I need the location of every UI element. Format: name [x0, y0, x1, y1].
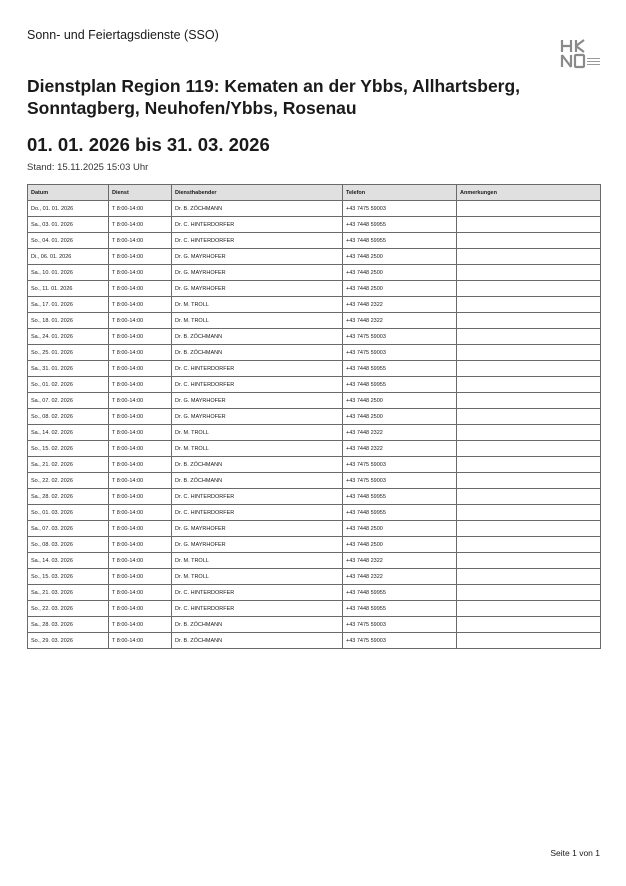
cell-datum: Sa., 17. 01. 2026 — [28, 297, 109, 313]
table-row — [28, 201, 601, 217]
table-row — [28, 361, 601, 377]
period-heading: 01. 01. 2026 bis 31. 03. 2026 — [27, 134, 270, 155]
table-row — [28, 233, 601, 249]
cell-diensthabender: Dr. C. HINTERDORFER — [172, 585, 343, 601]
cell-dienst: T 8:00-14:00 — [109, 425, 172, 441]
cell-dienst: T 8:00-14:00 — [109, 361, 172, 377]
cell-telefon: +43 7448 2500 — [343, 281, 457, 297]
cell-datum: So., 01. 02. 2026 — [28, 377, 109, 393]
cell-telefon: +43 7475 59003 — [343, 345, 457, 361]
cell-anmerkungen — [457, 217, 601, 233]
cell-diensthabender: Dr. B. ZÖCHMANN — [172, 633, 343, 649]
table-row — [28, 633, 601, 649]
cell-anmerkungen — [457, 457, 601, 473]
cell-diensthabender: Dr. C. HINTERDORFER — [172, 361, 343, 377]
cell-dienst: T 8:00-14:00 — [109, 233, 172, 249]
cell-diensthabender: Dr. C. HINTERDORFER — [172, 601, 343, 617]
cell-diensthabender: Dr. M. TROLL — [172, 553, 343, 569]
cell-telefon: +43 7475 59003 — [343, 457, 457, 473]
cell-anmerkungen — [457, 633, 601, 649]
cell-datum: So., 15. 03. 2026 — [28, 569, 109, 585]
cell-datum: Sa., 14. 03. 2026 — [28, 553, 109, 569]
cell-telefon: +43 7448 59955 — [343, 489, 457, 505]
cell-dienst: T 8:00-14:00 — [109, 617, 172, 633]
cell-anmerkungen — [457, 489, 601, 505]
table-row — [28, 313, 601, 329]
cell-telefon: +43 7448 2500 — [343, 393, 457, 409]
table-row — [28, 457, 601, 473]
cell-datum: Sa., 14. 02. 2026 — [28, 425, 109, 441]
table-row — [28, 585, 601, 601]
table-row — [28, 473, 601, 489]
table-row — [28, 521, 601, 537]
cell-telefon: +43 7448 59955 — [343, 233, 457, 249]
cell-dienst: T 8:00-14:00 — [109, 345, 172, 361]
cell-dienst: T 8:00-14:00 — [109, 217, 172, 233]
cell-telefon: +43 7475 59003 — [343, 617, 457, 633]
page-number: Seite 1 von 1 — [550, 848, 600, 858]
cell-telefon: +43 7475 59003 — [343, 473, 457, 489]
cell-diensthabender: Dr. M. TROLL — [172, 297, 343, 313]
cell-datum: Sa., 03. 01. 2026 — [28, 217, 109, 233]
col-header-datum: Datum — [28, 185, 109, 201]
cell-anmerkungen — [457, 617, 601, 633]
cell-dienst: T 8:00-14:00 — [109, 441, 172, 457]
cell-datum: Sa., 07. 02. 2026 — [28, 393, 109, 409]
cell-dienst: T 8:00-14:00 — [109, 393, 172, 409]
table-row — [28, 425, 601, 441]
cell-anmerkungen — [457, 441, 601, 457]
cell-dienst: T 8:00-14:00 — [109, 537, 172, 553]
cell-datum: Sa., 24. 01. 2026 — [28, 329, 109, 345]
cell-anmerkungen — [457, 537, 601, 553]
cell-datum: So., 18. 01. 2026 — [28, 313, 109, 329]
cell-dienst: T 8:00-14:00 — [109, 377, 172, 393]
cell-telefon: +43 7448 2500 — [343, 521, 457, 537]
cell-anmerkungen — [457, 281, 601, 297]
cell-dienst: T 8:00-14:00 — [109, 489, 172, 505]
cell-telefon: +43 7448 59955 — [343, 585, 457, 601]
table-row — [28, 249, 601, 265]
duty-table — [27, 184, 601, 649]
cell-dienst: T 8:00-14:00 — [109, 265, 172, 281]
cell-diensthabender: Dr. M. TROLL — [172, 441, 343, 457]
cell-telefon: +43 7448 2322 — [343, 441, 457, 457]
cell-telefon: +43 7448 2500 — [343, 537, 457, 553]
cell-telefon: +43 7448 2322 — [343, 569, 457, 585]
cell-anmerkungen — [457, 521, 601, 537]
cell-telefon: +43 7448 2500 — [343, 265, 457, 281]
cell-telefon: +43 7448 2322 — [343, 313, 457, 329]
cell-anmerkungen — [457, 313, 601, 329]
cell-datum: Di., 06. 01. 2026 — [28, 249, 109, 265]
table-row — [28, 617, 601, 633]
cell-anmerkungen — [457, 297, 601, 313]
cell-diensthabender: Dr. G. MAYRHOFER — [172, 281, 343, 297]
page-title: Dienstplan Region 119: Kematen an der Ybbs, Allhartsberg, Sonntagberg, Neuhofen/Ybbs, Rosenau — [27, 76, 521, 118]
cell-anmerkungen — [457, 553, 601, 569]
table-row — [28, 409, 601, 425]
cell-telefon: +43 7475 59003 — [343, 201, 457, 217]
col-header-diensthabender: Diensthabender — [172, 185, 343, 201]
cell-anmerkungen — [457, 249, 601, 265]
cell-diensthabender: Dr. G. MAYRHOFER — [172, 537, 343, 553]
cell-dienst: T 8:00-14:00 — [109, 457, 172, 473]
cell-datum: Do., 01. 01. 2026 — [28, 201, 109, 217]
cell-dienst: T 8:00-14:00 — [109, 521, 172, 537]
cell-telefon: +43 7475 59003 — [343, 329, 457, 345]
cell-telefon: +43 7448 59955 — [343, 505, 457, 521]
cell-datum: Sa., 07. 03. 2026 — [28, 521, 109, 537]
cell-anmerkungen — [457, 601, 601, 617]
cell-dienst: T 8:00-14:00 — [109, 281, 172, 297]
cell-diensthabender: Dr. C. HINTERDORFER — [172, 505, 343, 521]
cell-datum: Sa., 10. 01. 2026 — [28, 265, 109, 281]
cell-telefon: +43 7448 59955 — [343, 601, 457, 617]
table-row — [28, 217, 601, 233]
cell-datum: Sa., 28. 03. 2026 — [28, 617, 109, 633]
cell-dienst: T 8:00-14:00 — [109, 585, 172, 601]
cell-datum: So., 04. 01. 2026 — [28, 233, 109, 249]
table-header-row — [28, 185, 601, 201]
cell-anmerkungen — [457, 585, 601, 601]
table-row — [28, 441, 601, 457]
cell-diensthabender: Dr. M. TROLL — [172, 425, 343, 441]
cell-anmerkungen — [457, 569, 601, 585]
cell-datum: So., 29. 03. 2026 — [28, 633, 109, 649]
table-row — [28, 393, 601, 409]
cell-dienst: T 8:00-14:00 — [109, 201, 172, 217]
table-row — [28, 265, 601, 281]
cell-datum: Sa., 31. 01. 2026 — [28, 361, 109, 377]
timestamp: Stand: 15.11.2025 15:03 Uhr — [27, 162, 149, 173]
cell-datum: So., 11. 01. 2026 — [28, 281, 109, 297]
cell-telefon: +43 7448 59955 — [343, 377, 457, 393]
cell-anmerkungen — [457, 329, 601, 345]
cell-telefon: +43 7448 2500 — [343, 409, 457, 425]
cell-diensthabender: Dr. C. HINTERDORFER — [172, 217, 343, 233]
table-row — [28, 297, 601, 313]
aekno-logo-icon — [559, 38, 601, 70]
cell-dienst: T 8:00-14:00 — [109, 505, 172, 521]
cell-datum: So., 08. 03. 2026 — [28, 537, 109, 553]
cell-diensthabender: Dr. B. ZÖCHMANN — [172, 457, 343, 473]
cell-dienst: T 8:00-14:00 — [109, 473, 172, 489]
table-row — [28, 329, 601, 345]
table-row — [28, 537, 601, 553]
cell-anmerkungen — [457, 473, 601, 489]
cell-datum: So., 22. 03. 2026 — [28, 601, 109, 617]
cell-anmerkungen — [457, 265, 601, 281]
cell-telefon: +43 7448 59955 — [343, 361, 457, 377]
cell-datum: Sa., 21. 03. 2026 — [28, 585, 109, 601]
cell-datum: So., 25. 01. 2026 — [28, 345, 109, 361]
table-body — [28, 201, 601, 649]
cell-anmerkungen — [457, 409, 601, 425]
table-row — [28, 505, 601, 521]
col-header-telefon: Telefon — [343, 185, 457, 201]
cell-dienst: T 8:00-14:00 — [109, 409, 172, 425]
cell-telefon: +43 7448 2322 — [343, 297, 457, 313]
cell-telefon: +43 7448 2500 — [343, 249, 457, 265]
cell-diensthabender: Dr. M. TROLL — [172, 313, 343, 329]
cell-diensthabender: Dr. G. MAYRHOFER — [172, 521, 343, 537]
cell-telefon: +43 7448 2322 — [343, 425, 457, 441]
cell-datum: Sa., 28. 02. 2026 — [28, 489, 109, 505]
col-header-anmerkungen: Anmerkungen — [457, 185, 601, 201]
cell-dienst: T 8:00-14:00 — [109, 313, 172, 329]
cell-dienst: T 8:00-14:00 — [109, 249, 172, 265]
cell-anmerkungen — [457, 201, 601, 217]
table-row — [28, 553, 601, 569]
cell-dienst: T 8:00-14:00 — [109, 601, 172, 617]
cell-anmerkungen — [457, 361, 601, 377]
cell-datum: So., 08. 02. 2026 — [28, 409, 109, 425]
cell-diensthabender: Dr. B. ZÖCHMANN — [172, 345, 343, 361]
cell-diensthabender: Dr. G. MAYRHOFER — [172, 409, 343, 425]
col-header-dienst: Dienst — [109, 185, 172, 201]
cell-dienst: T 8:00-14:00 — [109, 329, 172, 345]
document-subtitle: Sonn- und Feiertagsdienste (SSO) — [27, 28, 219, 42]
table-row — [28, 281, 601, 297]
cell-anmerkungen — [457, 425, 601, 441]
cell-telefon: +43 7475 59003 — [343, 633, 457, 649]
cell-diensthabender: Dr. B. ZÖCHMANN — [172, 473, 343, 489]
table-row — [28, 345, 601, 361]
cell-telefon: +43 7448 59955 — [343, 217, 457, 233]
table-row — [28, 377, 601, 393]
cell-diensthabender: Dr. G. MAYRHOFER — [172, 249, 343, 265]
cell-anmerkungen — [457, 345, 601, 361]
cell-anmerkungen — [457, 377, 601, 393]
cell-dienst: T 8:00-14:00 — [109, 553, 172, 569]
cell-anmerkungen — [457, 505, 601, 521]
cell-diensthabender: Dr. B. ZÖCHMANN — [172, 329, 343, 345]
cell-datum: So., 15. 02. 2026 — [28, 441, 109, 457]
table-row — [28, 601, 601, 617]
cell-dienst: T 8:00-14:00 — [109, 569, 172, 585]
table-row — [28, 569, 601, 585]
cell-anmerkungen — [457, 233, 601, 249]
cell-datum: So., 22. 02. 2026 — [28, 473, 109, 489]
cell-datum: So., 01. 03. 2026 — [28, 505, 109, 521]
cell-diensthabender: Dr. M. TROLL — [172, 569, 343, 585]
cell-datum: Sa., 21. 02. 2026 — [28, 457, 109, 473]
cell-diensthabender: Dr. G. MAYRHOFER — [172, 265, 343, 281]
table-row — [28, 489, 601, 505]
cell-dienst: T 8:00-14:00 — [109, 297, 172, 313]
cell-diensthabender: Dr. C. HINTERDORFER — [172, 377, 343, 393]
cell-diensthabender: Dr. B. ZÖCHMANN — [172, 201, 343, 217]
cell-dienst: T 8:00-14:00 — [109, 633, 172, 649]
cell-diensthabender: Dr. B. ZÖCHMANN — [172, 617, 343, 633]
cell-diensthabender: Dr. G. MAYRHOFER — [172, 393, 343, 409]
cell-diensthabender: Dr. C. HINTERDORFER — [172, 489, 343, 505]
cell-diensthabender: Dr. C. HINTERDORFER — [172, 233, 343, 249]
cell-anmerkungen — [457, 393, 601, 409]
cell-telefon: +43 7448 2322 — [343, 553, 457, 569]
